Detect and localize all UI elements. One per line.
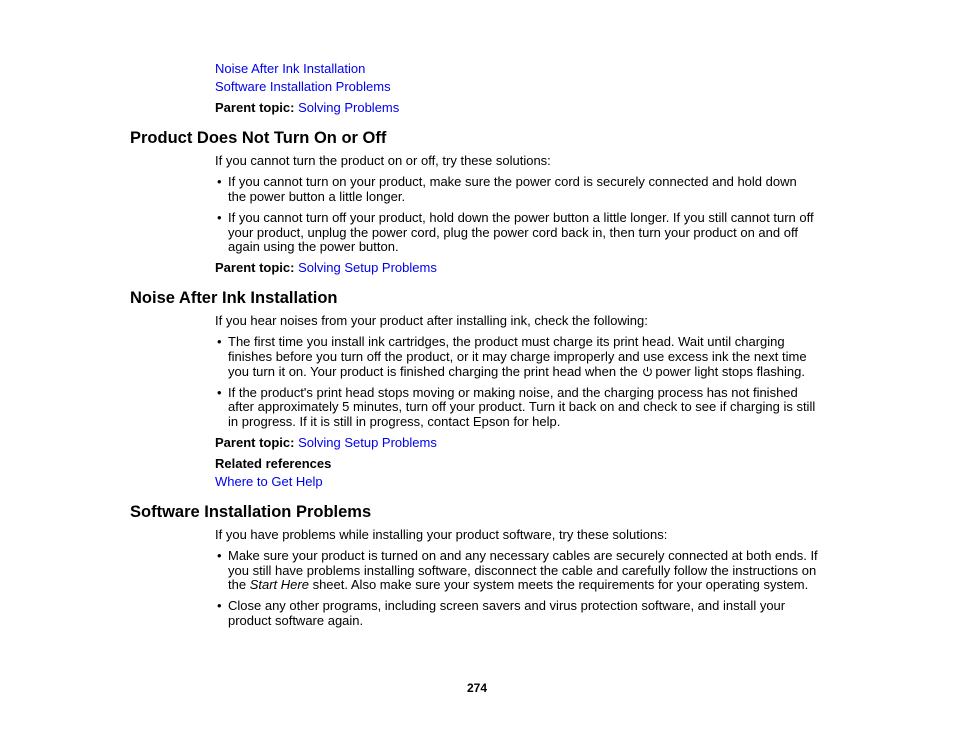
- link-noise-after-ink[interactable]: Noise After Ink Installation: [215, 61, 366, 76]
- parent-topic-label: Parent topic:: [215, 435, 295, 450]
- bullet-text: If the product's print head stops moving or making noise, and the charging process has not finished: [228, 385, 798, 400]
- bullet: •: [217, 548, 222, 563]
- bullet-text: in progress. If it is still in progress, contact Epson for help.: [228, 414, 561, 429]
- bullet-text: Make sure your product is turned on and any necessary cables are securely connected at both ends. If: [228, 548, 818, 563]
- bullet: •: [217, 174, 222, 189]
- bullet-text: after approximately 5 minutes, turn off your product. Turn it back on and check to see if charging is still: [228, 399, 816, 414]
- bullet-text: finishes before you turn off the product, or it may charge improperly and use excess ink the next time: [228, 349, 807, 364]
- bullet: •: [217, 385, 222, 400]
- related-references-label: Related references: [215, 456, 332, 471]
- bullet-text: If you cannot turn off your product, hold down the power button a little longer. If you still cannot turn off: [228, 210, 814, 225]
- text: you turn it on. Your product is finished charging the print head when the: [228, 364, 638, 379]
- text: sheet. Also make sure your system meets the requirements for your operating system.: [312, 577, 809, 592]
- link-where-to-get-help[interactable]: Where to Get Help: [215, 474, 323, 489]
- bullet-text: your product, unplug the power cord, plug the power cord back in, then turn your product on and off: [228, 225, 798, 240]
- bullet-text: If you cannot turn on your product, make sure the power cord is securely connected and hold down: [228, 174, 797, 189]
- link-software-installation[interactable]: Software Installation Problems: [215, 79, 391, 94]
- heading-software-installation: Software Installation Problems: [130, 503, 372, 521]
- heading-noise-after-ink: Noise After Ink Installation: [130, 289, 338, 307]
- link-solving-setup-problems[interactable]: Solving Setup Problems: [298, 435, 437, 450]
- bullet-text: [228, 577, 808, 593]
- bullet: •: [217, 334, 222, 349]
- parent-topic: [215, 260, 437, 276]
- link-solving-problems[interactable]: Solving Problems: [298, 100, 400, 115]
- bullet-text: [228, 364, 805, 380]
- bullet: •: [217, 598, 222, 613]
- bullet-text: the power button a little longer.: [228, 189, 406, 204]
- text: the: [228, 577, 247, 592]
- start-here-title: Start Here: [249, 577, 309, 592]
- link-solving-setup-problems[interactable]: Solving Setup Problems: [298, 260, 437, 275]
- intro-text: If you have problems while installing your product software, try these solutions:: [215, 527, 668, 542]
- parent-topic: [215, 435, 437, 451]
- parent-topic-label: Parent topic:: [215, 260, 295, 275]
- text: power light stops flashing.: [655, 364, 805, 379]
- bullet-text: The first time you install ink cartridges, the product must charge its print head. Wait until charging: [228, 334, 785, 349]
- parent-topic: [215, 100, 399, 116]
- bullet-text: product software again.: [228, 613, 364, 628]
- intro-text: If you hear noises from your product after installing ink, check the following:: [215, 313, 648, 328]
- power-icon: [642, 366, 653, 377]
- bullet: •: [217, 210, 222, 225]
- bullet-text: you still have problems installing software, disconnect the cable and carefully follow the instructions on: [228, 563, 817, 578]
- page-number: 274: [466, 681, 488, 695]
- bullet-text: Close any other programs, including screen savers and virus protection software, and install your: [228, 598, 786, 613]
- intro-text: If you cannot turn the product on or off, try these solutions:: [215, 153, 551, 168]
- heading-product-not-turn-on: Product Does Not Turn On or Off: [130, 129, 387, 147]
- bullet-text: again using the power button.: [228, 239, 399, 254]
- parent-topic-label: Parent topic:: [215, 100, 295, 115]
